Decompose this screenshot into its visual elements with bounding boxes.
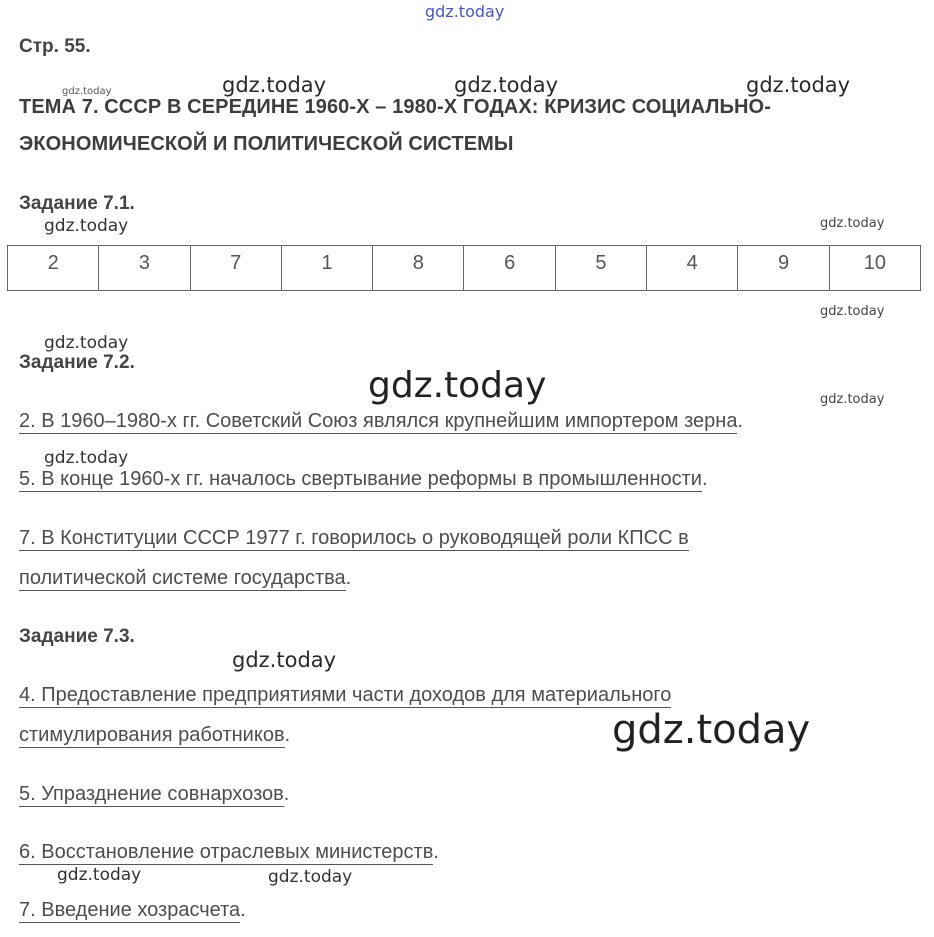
watermark: gdz.today bbox=[820, 392, 885, 407]
answer-cell: 1 bbox=[281, 246, 372, 291]
task-7-3-answer-1-line1 bbox=[19, 684, 671, 707]
task-7-3-answer-2 bbox=[19, 783, 289, 806]
answer-period: . bbox=[737, 410, 744, 432]
answer-table bbox=[7, 245, 921, 291]
answer-cell: 3 bbox=[99, 246, 190, 291]
answer-cell: 5 bbox=[555, 246, 646, 291]
topic-title-line2: ЭКОНОМИЧЕСКОЙ И ПОЛИТИЧЕСКОЙ СИСТЕМЫ bbox=[19, 133, 514, 155]
answer-text: 5. В конце 1960-х гг. началось свертывание реформы в промышленности bbox=[19, 468, 702, 490]
task-7-3-answer-3 bbox=[19, 841, 439, 864]
answer-text: 7. Введение хозрасчета bbox=[19, 899, 241, 921]
answer-period: . bbox=[701, 468, 708, 490]
watermark: gdz.today bbox=[62, 86, 112, 97]
task-7-2-heading: Задание 7.2. bbox=[19, 352, 135, 373]
watermark: gdz.today bbox=[57, 865, 142, 885]
task-7-3-answer-1-line2 bbox=[19, 724, 290, 747]
task-7-2-answer-3-line1 bbox=[19, 527, 689, 550]
answer-cell: 2 bbox=[8, 246, 99, 291]
watermark: gdz.today bbox=[820, 304, 885, 319]
watermark: gdz.today bbox=[454, 73, 559, 97]
answer-cell: 8 bbox=[373, 246, 464, 291]
answer-period: . bbox=[345, 567, 352, 589]
task-7-3-heading: Задание 7.3. bbox=[19, 626, 135, 647]
watermark: gdz.today bbox=[44, 448, 129, 468]
page-number: Стр. 55. bbox=[19, 36, 91, 57]
answer-period: . bbox=[284, 724, 291, 746]
answer-text: политической системе государства bbox=[19, 567, 346, 589]
answer-period: . bbox=[433, 841, 439, 863]
watermark: gdz.today bbox=[746, 73, 851, 97]
answer-cell: 9 bbox=[738, 246, 829, 291]
table-row bbox=[8, 246, 921, 291]
answer-text: 6. Восстановление отраслевых министерств bbox=[19, 841, 434, 863]
answer-text: стимулирования работников bbox=[19, 724, 285, 746]
task-7-1-heading: Задание 7.1. bbox=[19, 193, 135, 214]
answer-text: 2. В 1960–1980-х гг. Советский Союз являлся крупнейшим импортером зерна bbox=[19, 410, 738, 432]
watermark: gdz.today bbox=[268, 867, 353, 887]
answer-cell: 6 bbox=[464, 246, 555, 291]
topic-title-line1: ТЕМА 7. СССР В СЕРЕДИНЕ 1960-Х – 1980-Х ГОДАХ: КРИЗИС СОЦИАЛЬНО- bbox=[19, 96, 771, 118]
watermark: gdz.today bbox=[612, 707, 811, 753]
answer-period: . bbox=[240, 899, 246, 921]
watermark: gdz.today bbox=[820, 216, 885, 231]
task-7-2-answer-2 bbox=[19, 468, 708, 491]
watermark-top: gdz.today bbox=[425, 2, 505, 21]
answer-period: . bbox=[283, 783, 290, 805]
answer-text: 5. Упразднение совнархозов bbox=[19, 783, 284, 805]
watermark: gdz.today bbox=[44, 216, 129, 236]
answer-cell: 4 bbox=[647, 246, 738, 291]
answer-cell: 7 bbox=[190, 246, 281, 291]
task-7-2-answer-3-line2 bbox=[19, 567, 351, 590]
answer-text: 4. Предоставление предприятиями части доходов для материального bbox=[19, 684, 672, 706]
watermark: gdz.today bbox=[232, 648, 337, 672]
answer-cell: 10 bbox=[829, 246, 920, 291]
watermark: gdz.today bbox=[44, 333, 129, 353]
task-7-2-answer-1 bbox=[19, 410, 743, 433]
answer-text: 7. В Конституции СССР 1977 г. говорилось о руководящей роли КПСС в bbox=[19, 527, 689, 549]
task-7-3-answer-4 bbox=[19, 899, 246, 922]
watermark: gdz.today bbox=[368, 365, 547, 406]
watermark: gdz.today bbox=[222, 73, 327, 97]
